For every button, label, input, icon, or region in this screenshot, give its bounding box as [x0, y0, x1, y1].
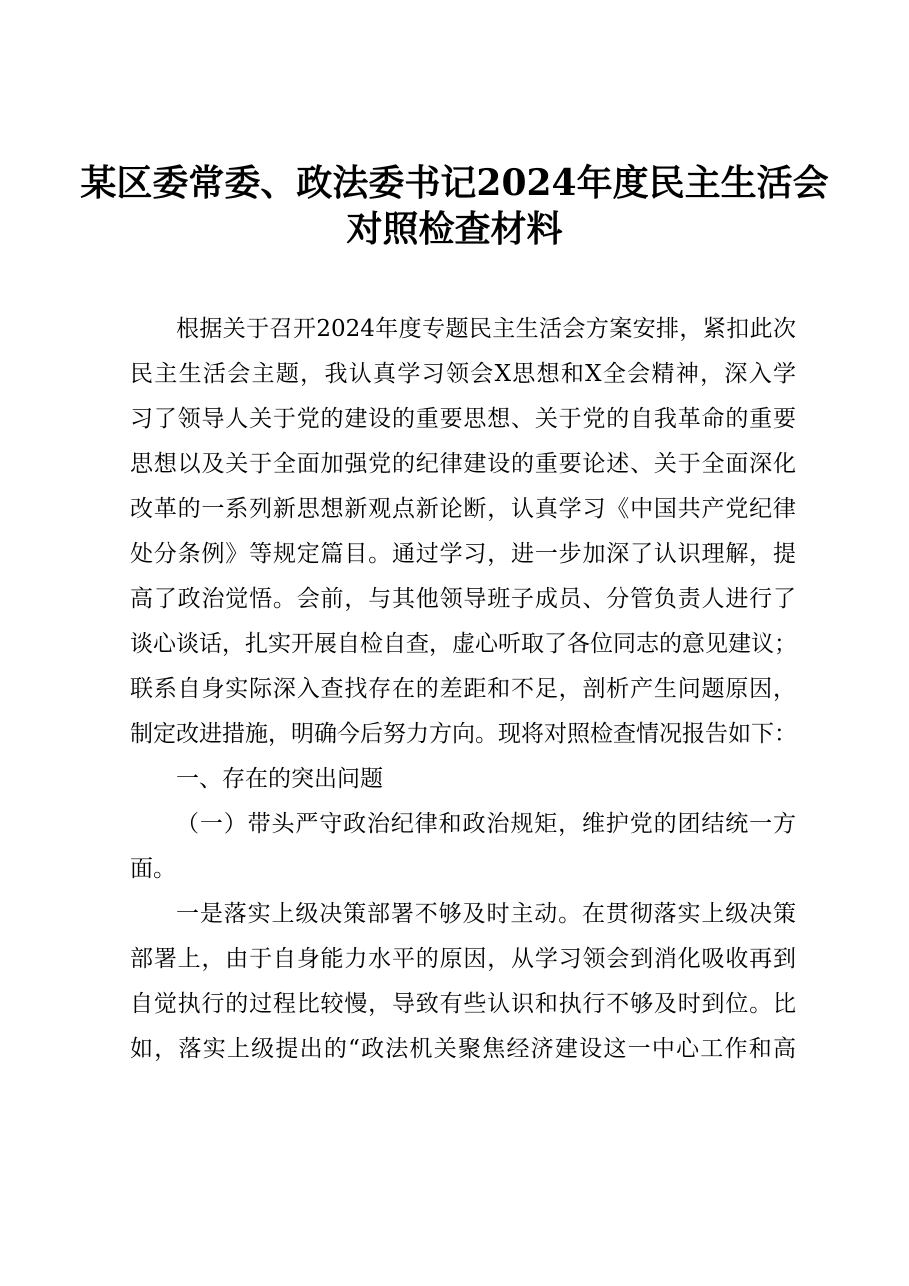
body-line: 谈心谈话，扎实开展自检自查，虚心听取了各位同志的意见建议；	[130, 631, 797, 657]
document-title-line-1: 某区委常委、政法委书记2024年度民主生活会	[80, 162, 829, 204]
intro-paragraph	[130, 307, 796, 757]
document-body	[130, 307, 796, 1072]
body-line: 根据关于召开2024年度专题民主生活会方案安排，紧扣此次	[176, 316, 796, 342]
body-line: 高了政治觉悟。会前，与其他领导班子成员、分管负责人进行了	[130, 586, 796, 612]
body-line: 改革的一系列新思想新观点新论断，认真学习《中国共产党纪律	[130, 496, 796, 522]
subsection-heading-line: （一）带头严守政治纪律和政治规矩，维护党的团结统一方	[176, 811, 796, 837]
body-line: 民主生活会主题，我认真学习领会X思想和X全会精神，深入学	[130, 361, 796, 387]
body-line: 处分条例》等规定篇目。通过学习，进一步加深了认识理解，提	[130, 541, 796, 567]
body-line: 制定改进措施，明确今后努力方向。现将对照检查情况报告如下：	[130, 721, 797, 747]
subsection-heading	[130, 802, 796, 892]
subsection-heading-line: 面。	[130, 856, 176, 882]
section-heading: 一、存在的突出问题	[176, 766, 383, 792]
body-line: 自觉执行的过程比较慢，导致有些认识和执行不够及时到位。比	[130, 991, 796, 1017]
body-line: 思想以及关于全面加强党的纪律建设的重要论述、关于全面深化	[130, 451, 796, 477]
document-title-line-2: 对照检查材料	[346, 208, 563, 250]
body-line: 习了领导人关于党的建设的重要思想、关于党的自我革命的重要	[130, 406, 796, 432]
body-line: 部署上，由于自身能力水平的原因，从学习领会到消化吸收再到	[130, 946, 796, 972]
body-line: 如，落实上级提出的“政法机关聚焦经济建设这一中心工作和高	[130, 1036, 796, 1062]
paragraph	[130, 892, 796, 1072]
body-line: 联系自身实际深入查找存在的差距和不足，剖析产生问题原因，	[130, 676, 796, 702]
body-line: 一是落实上级决策部署不够及时主动。在贯彻落实上级决策	[176, 901, 796, 927]
